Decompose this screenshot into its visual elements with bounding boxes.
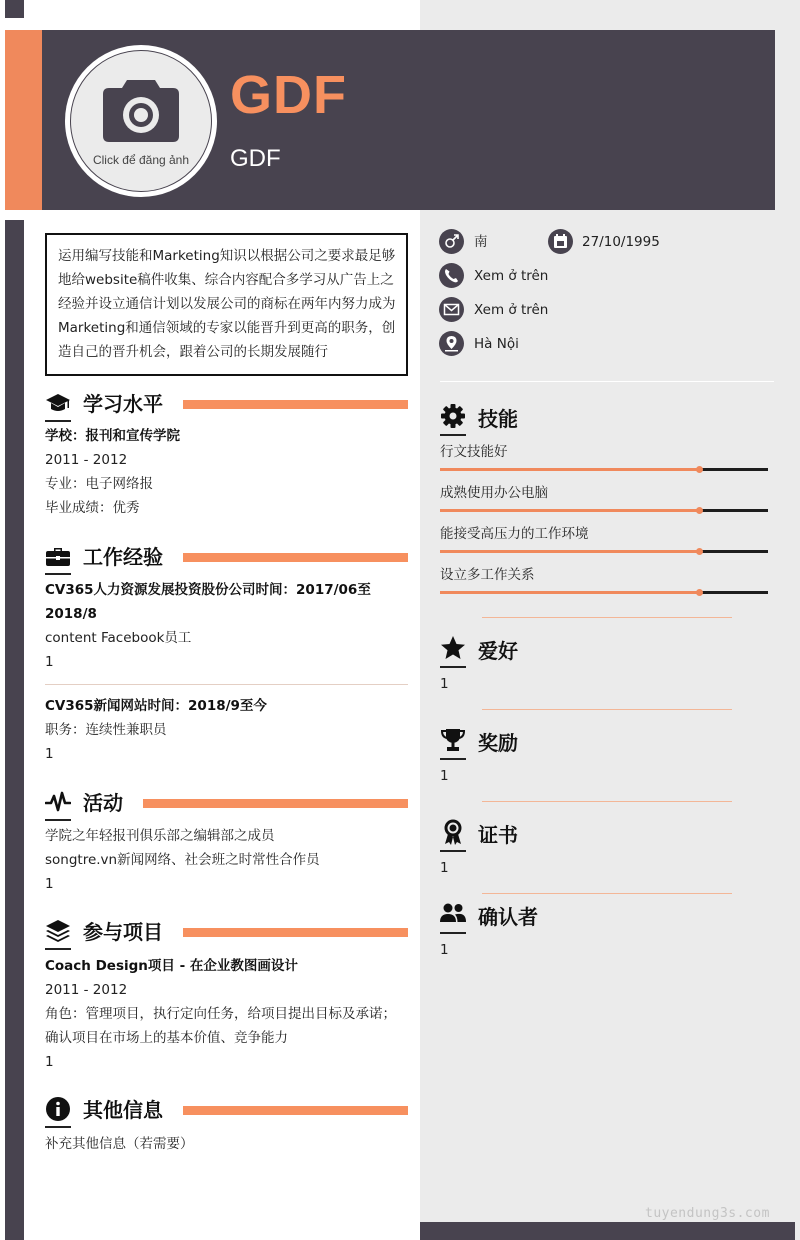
contact-divider <box>440 381 774 382</box>
left-accent-strip <box>5 220 24 1240</box>
gender-value: 南 <box>474 234 488 250</box>
section-divider <box>482 801 732 802</box>
experience-heading: CV365新闻网站时间：2018/9至今 <box>45 698 267 714</box>
other-info-section-header <box>45 1096 408 1126</box>
phone-value: Xem ở trên <box>474 268 549 284</box>
projects-title: 参与项目 <box>83 920 163 944</box>
graduation-cap-icon <box>45 390 71 416</box>
candidate-name: GDF <box>230 65 347 125</box>
hobbies-section-header <box>440 635 640 667</box>
skill-bar <box>440 509 768 512</box>
project-detail: 1 <box>45 1054 54 1070</box>
section-accent-bar <box>183 400 408 409</box>
project-years: 2011 - 2012 <box>45 982 128 998</box>
skill-bar-fill <box>440 550 699 553</box>
other-info-title: 其他信息 <box>83 1098 163 1122</box>
award-ribbon-icon <box>440 819 466 845</box>
career-objective: 运用编写技能和Marketing知识以根据公司之要求最足够地给website稿件收集、综合内容配合多学习从广告上之经验并设立通信计划以发展公司的商标在两年内努力成为Marketing和通信领域的专家以能晋升到更高的职务，创造自己的晋升机会，跟着公司的长期发展随行 <box>45 233 408 376</box>
bottom-bar <box>420 1222 795 1240</box>
awards-section-header <box>440 727 640 759</box>
references-text: 1 <box>440 942 449 958</box>
birthday-value: 27/10/1995 <box>582 234 660 250</box>
skill-label: 行文技能好 <box>440 444 508 460</box>
education-years: 2011 - 2012 <box>45 452 128 468</box>
skill-bar-fill <box>440 468 699 471</box>
header-banner <box>5 30 775 210</box>
experience-role: content Facebook员工 <box>45 630 192 646</box>
activity-line: 1 <box>45 876 54 892</box>
skill-bar-fill <box>440 591 699 594</box>
activities-title: 活动 <box>83 791 123 815</box>
section-accent-bar <box>183 1106 408 1115</box>
references-section-header <box>440 901 640 933</box>
section-icon-underline <box>440 850 466 852</box>
experience-role: 职务：连续性兼职员 <box>45 722 167 738</box>
education-title: 学习水平 <box>83 392 163 416</box>
education-school: 学校：报刊和宣传学院 <box>45 428 180 444</box>
project-description: 角色：管理项目，执行定向任务，给项目提出目标及承诺；确认项目在市场上的基本价值、竞争能力 <box>45 1006 396 1046</box>
briefcase-icon <box>45 543 71 569</box>
experience-detail: 1 <box>45 654 54 670</box>
other-info-text: 补充其他信息（若需要） <box>45 1136 194 1152</box>
education-grade: 毕业成绩：优秀 <box>45 500 140 516</box>
education-major: 专业：电子网络报 <box>45 476 153 492</box>
hobbies-text: 1 <box>440 676 449 692</box>
email-value: Xem ở trên <box>474 302 549 318</box>
camera-icon <box>101 74 181 146</box>
skill-bar <box>440 468 768 471</box>
certificates-title: 证书 <box>478 823 518 847</box>
avatar[interactable] <box>65 45 217 197</box>
activity-line: 学院之年轻报刊俱乐部之编辑部之成员 <box>45 828 275 844</box>
calendar-icon <box>548 229 573 254</box>
star-icon <box>440 635 466 661</box>
phone-icon <box>439 263 464 288</box>
section-icon-underline <box>45 1126 71 1128</box>
skills-title: 技能 <box>478 407 518 431</box>
gear-icon <box>440 403 466 429</box>
watermark: tuyendung3s.com <box>645 1206 770 1221</box>
hobbies-title: 爱好 <box>478 639 518 663</box>
experience-divider <box>45 684 408 685</box>
header-accent <box>5 30 42 210</box>
awards-title: 奖励 <box>478 731 518 755</box>
avatar-caption: Click để đăng ảnh <box>92 153 190 167</box>
certificates-section-header <box>440 819 640 851</box>
skill-bar <box>440 591 768 594</box>
projects-section-header <box>45 918 408 948</box>
activities-section-header <box>45 789 408 819</box>
avatar-placeholder[interactable] <box>70 50 212 192</box>
left-accent-strip-top <box>5 0 24 18</box>
experience-section-header <box>45 543 408 573</box>
candidate-subtitle: GDF <box>230 145 281 172</box>
gender-icon <box>439 229 464 254</box>
section-divider <box>482 709 732 710</box>
references-title: 确认者 <box>478 905 538 929</box>
email-icon <box>439 297 464 322</box>
location-icon <box>439 331 464 356</box>
education-section-header <box>45 390 408 420</box>
section-divider <box>482 893 732 894</box>
layers-icon <box>45 918 71 944</box>
section-icon-underline <box>45 573 71 575</box>
experience-detail: 1 <box>45 746 54 762</box>
section-accent-bar <box>183 553 408 562</box>
users-icon <box>440 901 466 927</box>
section-icon-underline <box>45 948 71 950</box>
awards-text: 1 <box>440 768 449 784</box>
skill-label: 能接受高压力的工作环境 <box>440 526 589 542</box>
experience-heading: CV365人力资源发展投资股份公司时间：2017/06至2018/8 <box>45 582 371 622</box>
section-accent-bar <box>143 799 408 808</box>
section-icon-underline <box>45 420 71 422</box>
section-divider <box>482 617 732 618</box>
section-accent-bar <box>183 928 408 937</box>
info-icon <box>45 1096 71 1122</box>
skills-section-header <box>440 403 640 435</box>
section-icon-underline <box>440 932 466 934</box>
activity-line: songtre.vn新闻网络、社会班之时常性合作员 <box>45 852 320 868</box>
skill-bar-fill <box>440 509 699 512</box>
skill-bar <box>440 550 768 553</box>
skill-label: 设立多工作关系 <box>440 567 535 583</box>
section-icon-underline <box>45 819 71 821</box>
heartbeat-icon <box>45 789 71 815</box>
section-icon-underline <box>440 666 466 668</box>
section-icon-underline <box>440 434 466 436</box>
section-icon-underline <box>440 758 466 760</box>
certificates-text: 1 <box>440 860 449 876</box>
address-value: Hà Nội <box>474 336 519 352</box>
project-name: Coach Design项目 - 在企业教图画设计 <box>45 958 298 974</box>
skill-label: 成熟使用办公电脑 <box>440 485 548 501</box>
experience-title: 工作经验 <box>83 545 163 569</box>
trophy-icon <box>440 727 466 753</box>
